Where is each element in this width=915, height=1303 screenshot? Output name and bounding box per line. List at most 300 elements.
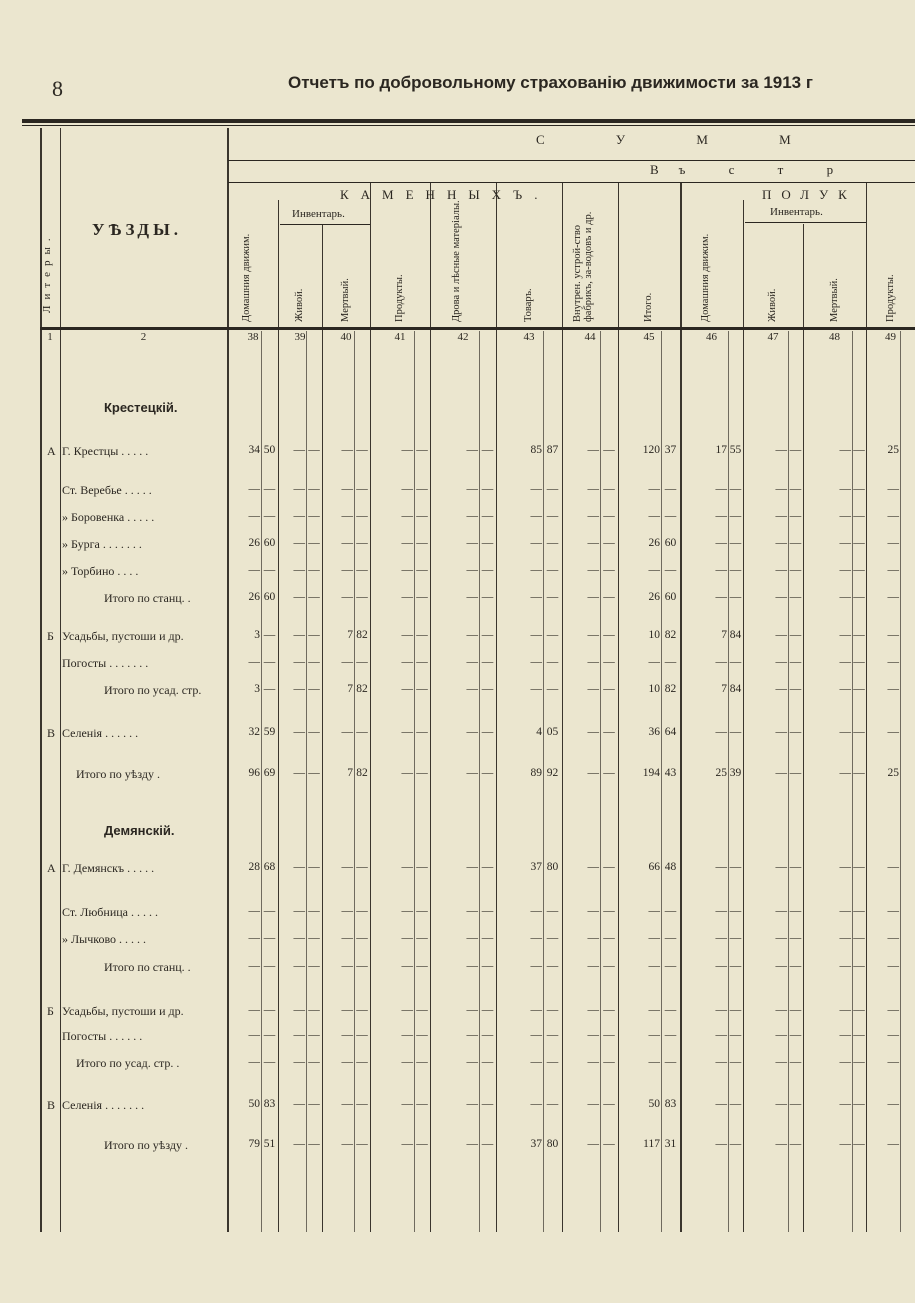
cell-kopecks: —	[356, 932, 368, 944]
column-number: 49	[885, 331, 896, 343]
cell-kopecks: —	[481, 726, 494, 738]
cell-rubles: —	[648, 510, 660, 522]
cell-kopecks: —	[356, 1004, 368, 1016]
cell-kopecks: —	[308, 483, 320, 495]
cell-rubles: —	[401, 591, 413, 603]
cell-kopecks: 80	[546, 861, 559, 873]
cell-kopecks: —	[416, 960, 428, 972]
cell-kopecks: —	[546, 510, 559, 522]
cell-kopecks: —	[603, 537, 615, 549]
cell-rubles: —	[401, 767, 413, 779]
cell-kopecks: 31	[664, 1138, 677, 1150]
cell-rubles: —	[530, 591, 542, 603]
cell-rubles: —	[530, 905, 542, 917]
kopek-divider	[261, 331, 262, 1232]
header-rule	[228, 160, 915, 161]
cell-rubles: —	[587, 444, 599, 456]
cell-rubles: 85	[530, 444, 542, 456]
cell-kopecks: —	[853, 444, 865, 456]
cell-rubles: —	[293, 905, 305, 917]
cell-rubles: —	[587, 932, 599, 944]
cell-kopecks: —	[603, 861, 615, 873]
column-number: 1	[47, 331, 53, 343]
cell-kopecks: —	[308, 591, 320, 603]
cell-kopecks: —	[308, 1029, 320, 1041]
cell-rubles: —	[401, 444, 413, 456]
cell-rubles: —	[466, 510, 478, 522]
cell-rubles: —	[887, 905, 899, 917]
cell-rubles: —	[715, 932, 727, 944]
cell-kopecks: —	[263, 932, 276, 944]
cell-rubles: —	[775, 726, 787, 738]
cell-rubles: —	[466, 1029, 478, 1041]
column-number: 2	[140, 331, 147, 343]
cell-kopecks: —	[416, 483, 428, 495]
cell-kopecks: —	[729, 1029, 742, 1041]
cell-kopecks: —	[664, 1029, 677, 1041]
cell-kopecks: —	[308, 1138, 320, 1150]
cell-rubles: —	[775, 1004, 787, 1016]
row-label: » Боровенка . . . . .	[62, 510, 155, 524]
row-label: Итого по станц. .	[104, 591, 191, 605]
cell-kopecks: —	[853, 537, 865, 549]
cell-kopecks: —	[263, 510, 276, 522]
cell-kopecks: —	[308, 861, 320, 873]
cell-rubles: —	[401, 1098, 413, 1110]
page-title: Отчетъ по добровольному страхованію движимости за 1913 г	[288, 73, 813, 92]
cell-kopecks: —	[603, 905, 615, 917]
cell-kopecks: —	[356, 510, 368, 522]
header-bottom-rule	[40, 327, 915, 330]
cell-rubles: —	[401, 1056, 413, 1068]
cell-kopecks: —	[664, 1004, 677, 1016]
cell-rubles: —	[530, 683, 542, 695]
cell-kopecks: —	[603, 767, 615, 779]
cell-kopecks: —	[729, 905, 742, 917]
cell-kopecks: —	[481, 1004, 494, 1016]
kopek-divider	[414, 331, 415, 1232]
cell-rubles: —	[587, 483, 599, 495]
cell-rubles: —	[887, 564, 899, 576]
cell-rubles: —	[587, 510, 599, 522]
cell-kopecks: —	[308, 683, 320, 695]
cell-rubles: —	[466, 564, 478, 576]
cell-rubles: —	[293, 510, 305, 522]
cell-rubles: —	[715, 905, 727, 917]
cell-kopecks: —	[789, 1029, 802, 1041]
cell-rubles: —	[715, 960, 727, 972]
row-label: Г. Крестцы . . . . .	[62, 444, 149, 458]
cell-rubles: —	[648, 905, 660, 917]
header-poluk: ПОЛУК	[762, 187, 857, 202]
cell-kopecks: —	[481, 537, 494, 549]
cell-kopecks: —	[853, 1138, 865, 1150]
cell-rubles: —	[401, 905, 413, 917]
cell-kopecks: —	[356, 726, 368, 738]
cell-rubles: —	[248, 510, 260, 522]
cell-kopecks: —	[853, 629, 865, 641]
cell-kopecks: —	[356, 1098, 368, 1110]
row-label: Селенія . . . . . . .	[62, 1098, 145, 1112]
cell-rubles: 7	[347, 683, 353, 695]
cell-rubles: —	[775, 444, 787, 456]
header-kamennykh: КАМЕННЫХЪ.	[340, 187, 550, 202]
cell-rubles: —	[715, 1056, 727, 1068]
cell-kopecks: 83	[263, 1098, 276, 1110]
cell-kopecks: 60	[664, 537, 677, 549]
cell-kopecks: —	[789, 1138, 802, 1150]
cell-kopecks: —	[481, 1098, 494, 1110]
cell-kopecks: —	[308, 510, 320, 522]
cell-rubles: 194	[642, 767, 660, 779]
cell-kopecks: —	[481, 591, 494, 603]
row-label: Г. Демянскъ . . . . .	[62, 861, 155, 875]
cell-rubles: —	[248, 1029, 260, 1041]
cell-rubles: —	[466, 1056, 478, 1068]
cell-rubles: 7	[347, 629, 353, 641]
cell-rubles: —	[775, 960, 787, 972]
cell-rubles: —	[401, 656, 413, 668]
cell-kopecks: —	[546, 960, 559, 972]
column-header: Мертвый.	[340, 278, 351, 322]
cell-kopecks: —	[416, 629, 428, 641]
column-number: 46	[706, 331, 717, 343]
cell-kopecks: —	[263, 629, 276, 641]
cell-rubles: —	[341, 510, 353, 522]
cell-kopecks: —	[729, 932, 742, 944]
cell-kopecks: —	[481, 932, 494, 944]
cell-rubles: —	[401, 932, 413, 944]
cell-kopecks: —	[729, 591, 742, 603]
cell-kopecks: 51	[263, 1138, 276, 1150]
cell-rubles: —	[887, 726, 899, 738]
cell-kopecks: —	[481, 444, 494, 456]
row-label: Усадьбы, пустоши и др.	[62, 629, 184, 643]
cell-rubles: —	[530, 564, 542, 576]
page-number: 8	[52, 76, 63, 101]
cell-rubles: —	[248, 483, 260, 495]
cell-rubles: —	[839, 1098, 851, 1110]
cell-kopecks: —	[603, 683, 615, 695]
cell-rubles: —	[775, 591, 787, 603]
cell-rubles: —	[587, 1138, 599, 1150]
cell-kopecks: —	[603, 1029, 615, 1041]
kopek-divider	[788, 331, 789, 1232]
cell-rubles: —	[401, 683, 413, 695]
kopek-divider	[600, 331, 601, 1232]
cell-kopecks: —	[416, 1056, 428, 1068]
cell-kopecks: —	[853, 767, 865, 779]
cell-kopecks: 69	[263, 767, 276, 779]
cell-kopecks: —	[416, 1029, 428, 1041]
cell-rubles: —	[887, 537, 899, 549]
cell-rubles: —	[839, 510, 851, 522]
cell-kopecks: 82	[664, 683, 677, 695]
cell-kopecks: —	[416, 683, 428, 695]
cell-rubles: —	[293, 537, 305, 549]
cell-rubles: —	[401, 1029, 413, 1041]
column-number: 43	[523, 331, 535, 343]
header-inventar: Инвентарь.	[770, 206, 823, 218]
cell-rubles: —	[887, 510, 899, 522]
cell-kopecks: —	[481, 683, 494, 695]
cell-kopecks: —	[263, 960, 276, 972]
cell-rubles: —	[839, 905, 851, 917]
cell-rubles: —	[466, 591, 478, 603]
cell-rubles: —	[530, 1098, 542, 1110]
cell-kopecks: —	[356, 1056, 368, 1068]
cell-kopecks: —	[356, 960, 368, 972]
cell-kopecks: —	[308, 726, 320, 738]
cell-rubles: —	[887, 591, 899, 603]
cell-kopecks: —	[546, 656, 559, 668]
cell-rubles: —	[839, 1029, 851, 1041]
top-rule	[22, 119, 915, 123]
header-rule	[280, 224, 370, 225]
cell-kopecks: 84	[729, 629, 742, 641]
cell-rubles: —	[775, 905, 787, 917]
cell-rubles: —	[341, 483, 353, 495]
cell-rubles: 3	[254, 629, 260, 641]
cell-kopecks: —	[263, 656, 276, 668]
cell-kopecks: —	[789, 1098, 802, 1110]
cell-kopecks: —	[853, 1004, 865, 1016]
cell-kopecks: —	[546, 932, 559, 944]
kopek-divider	[306, 331, 307, 1232]
cell-rubles: —	[341, 656, 353, 668]
cell-rubles: 50	[648, 1098, 660, 1110]
cell-kopecks: 82	[356, 629, 368, 641]
cell-rubles: —	[466, 905, 478, 917]
cell-kopecks: —	[853, 1098, 865, 1110]
cell-rubles: —	[715, 1029, 727, 1041]
row-letter: В	[47, 1098, 56, 1112]
row-label: » Бурга . . . . . . .	[62, 537, 142, 551]
column-number: 41	[394, 331, 406, 343]
cell-rubles: 26	[648, 537, 660, 549]
cell-kopecks: —	[308, 1056, 320, 1068]
cell-kopecks: —	[481, 1138, 494, 1150]
column-header: Товаръ.	[523, 288, 534, 322]
cell-kopecks: —	[546, 1056, 559, 1068]
cell-kopecks: —	[729, 483, 742, 495]
cell-kopecks: —	[853, 861, 865, 873]
cell-rubles: —	[648, 483, 660, 495]
row-letter: А	[47, 444, 56, 458]
cell-rubles: —	[648, 1056, 660, 1068]
cell-rubles: —	[775, 483, 787, 495]
header-litery: Литеры.	[41, 232, 53, 313]
cell-kopecks: —	[664, 483, 677, 495]
cell-kopecks: —	[416, 932, 428, 944]
cell-rubles: —	[648, 656, 660, 668]
cell-rubles: —	[530, 1004, 542, 1016]
cell-rubles: —	[715, 510, 727, 522]
cell-rubles: —	[466, 483, 478, 495]
cell-rubles: —	[293, 564, 305, 576]
cell-rubles: —	[466, 683, 478, 695]
column-divider	[278, 200, 279, 1232]
kopek-divider	[900, 331, 901, 1232]
cell-kopecks: —	[789, 510, 802, 522]
cell-rubles: —	[775, 1056, 787, 1068]
cell-rubles: 117	[643, 1138, 660, 1150]
cell-rubles: —	[466, 726, 478, 738]
cell-kopecks: —	[308, 905, 320, 917]
cell-rubles: —	[341, 564, 353, 576]
cell-rubles: —	[775, 510, 787, 522]
cell-kopecks: —	[853, 905, 865, 917]
cell-rubles: —	[401, 726, 413, 738]
cell-kopecks: —	[853, 483, 865, 495]
cell-rubles: —	[587, 861, 599, 873]
cell-kopecks: —	[603, 1138, 615, 1150]
column-header: Итого.	[643, 292, 654, 322]
cell-kopecks: —	[603, 483, 615, 495]
cell-kopecks: 92	[546, 767, 559, 779]
cell-rubles: 25	[715, 767, 727, 779]
cell-rubles: —	[248, 905, 260, 917]
cell-kopecks: —	[546, 905, 559, 917]
cell-rubles: —	[293, 1029, 305, 1041]
cell-kopecks: —	[789, 932, 802, 944]
cell-rubles: 32	[248, 726, 260, 738]
cell-rubles: —	[775, 767, 787, 779]
cell-kopecks: —	[546, 591, 559, 603]
cell-rubles: —	[401, 960, 413, 972]
cell-rubles: —	[715, 1138, 727, 1150]
row-letter: В	[47, 726, 56, 740]
cell-rubles: —	[887, 629, 899, 641]
cell-rubles: —	[775, 1138, 787, 1150]
cell-rubles: —	[530, 1029, 542, 1041]
cell-rubles: —	[587, 1056, 599, 1068]
cell-rubles: —	[887, 861, 899, 873]
cell-rubles: 120	[642, 444, 660, 456]
cell-kopecks: —	[308, 1004, 320, 1016]
cell-rubles: —	[839, 960, 851, 972]
cell-kopecks: —	[729, 1098, 742, 1110]
cell-rubles: —	[341, 591, 353, 603]
cell-kopecks: —	[853, 510, 865, 522]
cell-kopecks: —	[603, 1004, 615, 1016]
cell-rubles: 10	[648, 629, 660, 641]
cell-rubles: —	[587, 726, 599, 738]
cell-kopecks: —	[729, 1056, 742, 1068]
cell-rubles: —	[248, 1004, 260, 1016]
cell-rubles: —	[293, 932, 305, 944]
cell-rubles: —	[293, 683, 305, 695]
cell-rubles: —	[401, 537, 413, 549]
cell-rubles: —	[293, 591, 305, 603]
cell-kopecks: —	[789, 683, 802, 695]
kopek-divider	[728, 331, 729, 1232]
column-header: Продукты.	[884, 274, 896, 322]
row-letter: А	[47, 861, 56, 875]
cell-kopecks: —	[416, 564, 428, 576]
cell-rubles: —	[466, 1098, 478, 1110]
cell-kopecks: —	[729, 564, 742, 576]
cell-kopecks: —	[853, 960, 865, 972]
cell-rubles: —	[839, 629, 851, 641]
header-rule	[228, 182, 915, 183]
row-label: Итого по станц. .	[104, 960, 191, 974]
cell-kopecks: —	[789, 591, 802, 603]
cell-rubles: —	[587, 1004, 599, 1016]
cell-rubles: —	[466, 629, 478, 641]
cell-rubles: —	[587, 1029, 599, 1041]
cell-kopecks: —	[729, 960, 742, 972]
cell-rubles: —	[715, 1004, 727, 1016]
cell-rubles: —	[887, 932, 899, 944]
cell-kopecks: —	[789, 444, 802, 456]
cell-kopecks: —	[789, 1056, 802, 1068]
cell-kopecks: —	[481, 1029, 494, 1041]
cell-kopecks: —	[481, 1056, 494, 1068]
column-number: 39	[294, 331, 306, 343]
cell-rubles: —	[341, 726, 353, 738]
cell-rubles: 26	[248, 537, 260, 549]
cell-kopecks: —	[416, 1138, 428, 1150]
cell-rubles: —	[715, 1098, 727, 1110]
cell-kopecks: —	[603, 932, 615, 944]
cell-rubles: —	[401, 1138, 413, 1150]
cell-kopecks: —	[356, 591, 368, 603]
cell-kopecks: —	[789, 564, 802, 576]
cell-rubles: —	[715, 591, 727, 603]
cell-rubles: —	[401, 483, 413, 495]
cell-kopecks: —	[664, 564, 677, 576]
cell-rubles: —	[293, 861, 305, 873]
cell-kopecks: —	[789, 960, 802, 972]
cell-kopecks: 84	[729, 683, 742, 695]
cell-rubles: —	[839, 726, 851, 738]
cell-rubles: —	[401, 861, 413, 873]
cell-kopecks: —	[603, 510, 615, 522]
cell-kopecks: —	[789, 537, 802, 549]
cell-rubles: —	[839, 537, 851, 549]
cell-rubles: —	[466, 960, 478, 972]
cell-kopecks: —	[853, 932, 865, 944]
cell-kopecks: —	[729, 1138, 742, 1150]
cell-rubles: —	[401, 564, 413, 576]
cell-rubles: —	[466, 767, 478, 779]
cell-rubles: 4	[536, 726, 542, 738]
cell-rubles: —	[587, 564, 599, 576]
cell-kopecks: —	[546, 1004, 559, 1016]
cell-rubles: —	[775, 564, 787, 576]
cell-rubles: —	[887, 960, 899, 972]
cell-kopecks: —	[546, 537, 559, 549]
row-label: Итого по уѣзду .	[76, 767, 160, 781]
cell-kopecks: —	[729, 861, 742, 873]
column-number: 38	[247, 331, 259, 343]
top-rule-thin	[22, 125, 915, 126]
cell-kopecks: —	[664, 510, 677, 522]
cell-kopecks: —	[356, 564, 368, 576]
cell-rubles: —	[587, 537, 599, 549]
kopek-divider	[479, 331, 480, 1232]
cell-kopecks: —	[546, 564, 559, 576]
column-header: Дрова и лѣсные матеріалы.	[451, 200, 462, 322]
cell-kopecks: —	[789, 656, 802, 668]
cell-rubles: —	[775, 537, 787, 549]
column-header: Внутрен. устрой-ство фабрикъ, за-водовъ и др.	[572, 211, 594, 322]
row-label: Итого по уѣзду .	[104, 1138, 188, 1152]
cell-rubles: 50	[248, 1098, 260, 1110]
cell-kopecks: —	[308, 537, 320, 549]
cell-rubles: —	[648, 960, 660, 972]
